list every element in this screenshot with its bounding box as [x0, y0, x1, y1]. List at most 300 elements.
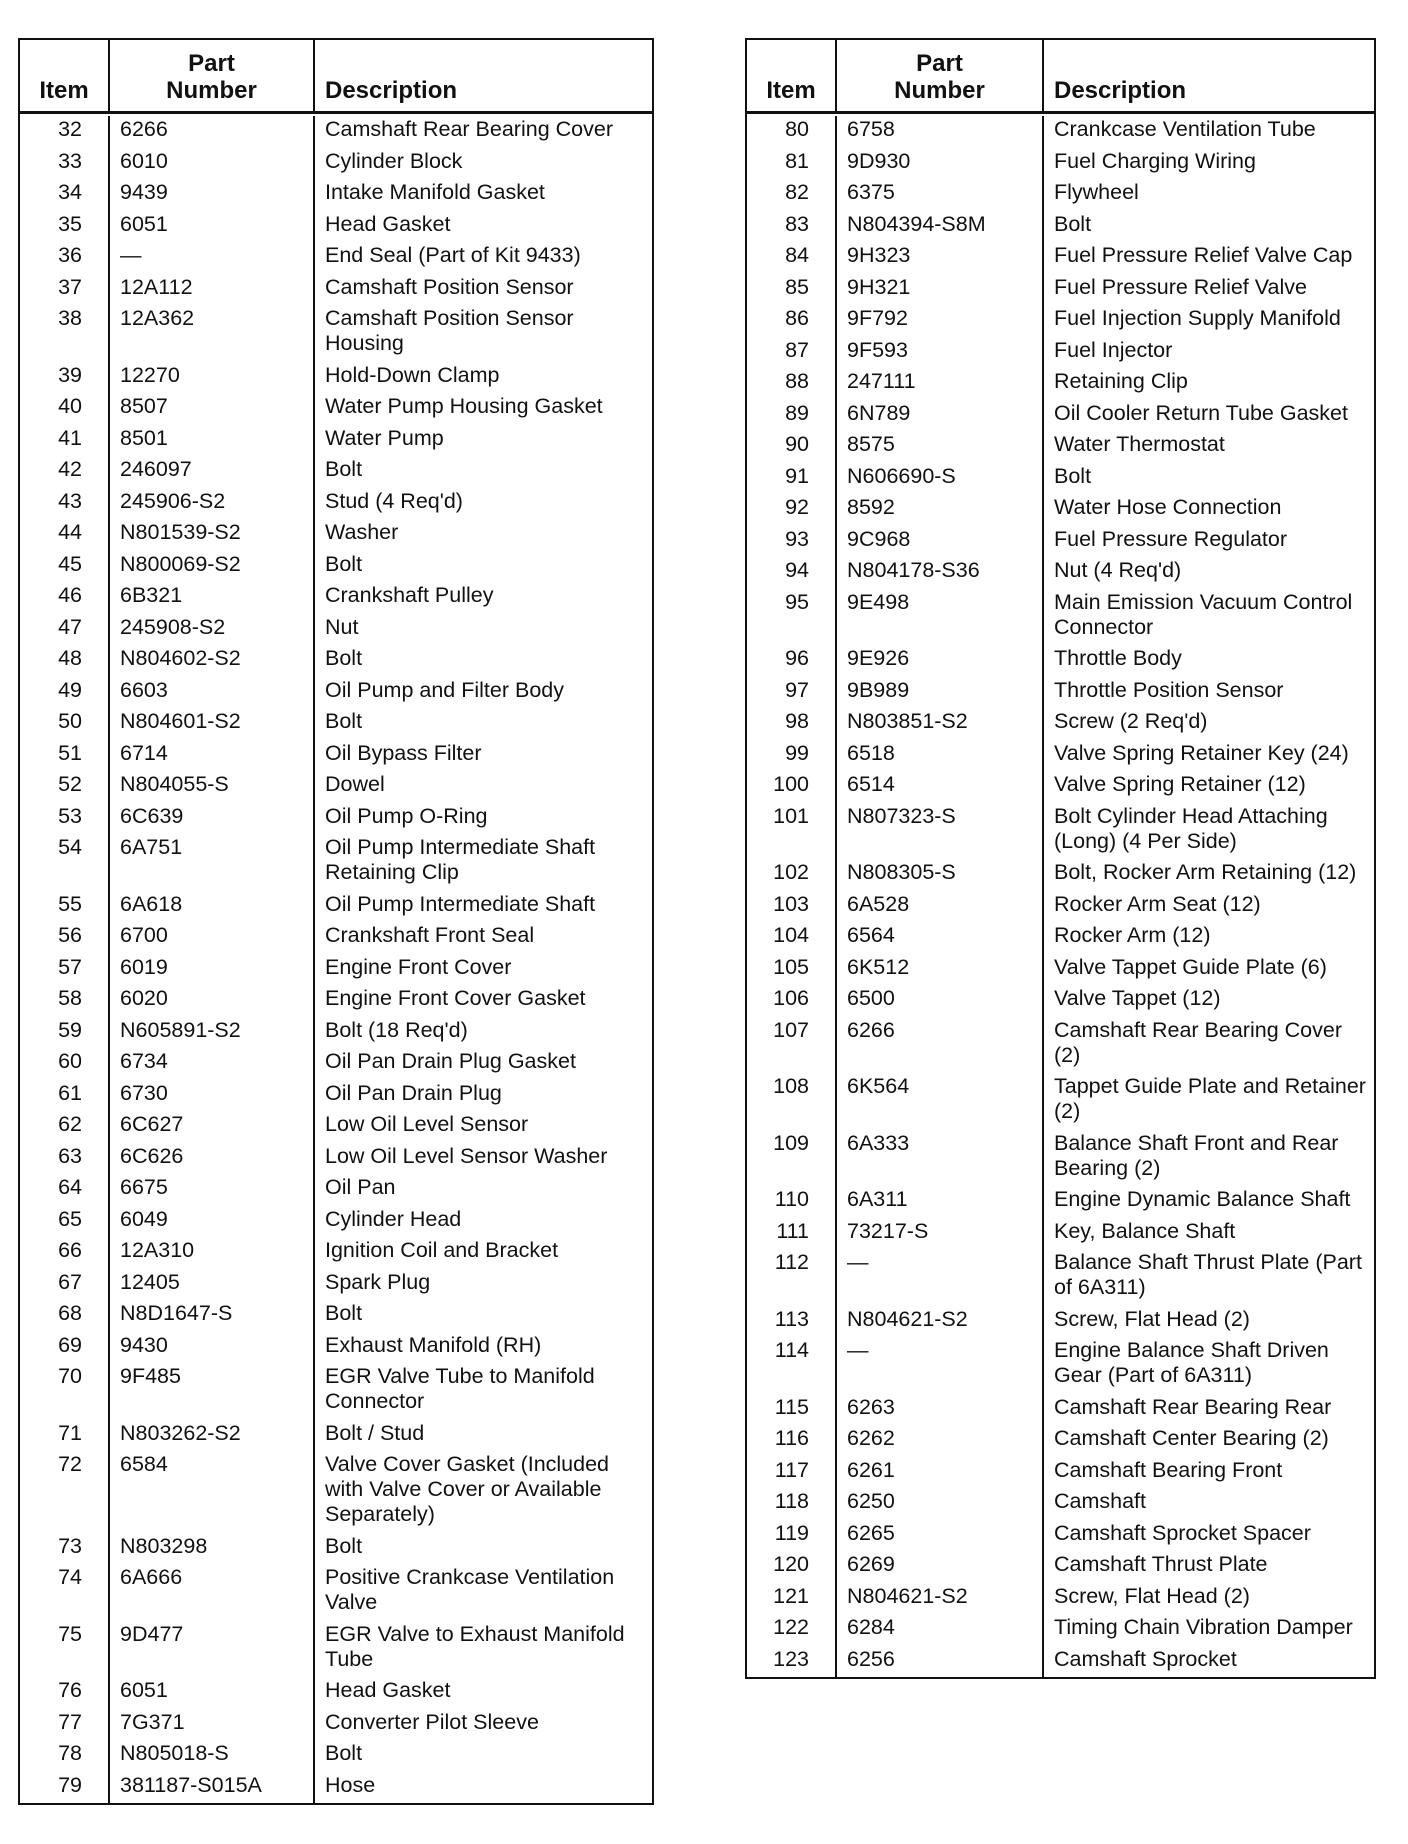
item-number: 84	[747, 242, 837, 274]
part-number: 9F593	[837, 337, 1044, 369]
table-row	[20, 305, 652, 362]
item-number: 78	[20, 1740, 110, 1772]
table-row	[747, 891, 1374, 923]
part-description: Camshaft Rear Bearing Rear	[1054, 1394, 1332, 1419]
table-row	[20, 803, 652, 835]
part-number: 12270	[110, 362, 315, 394]
part-number: 6020	[110, 985, 315, 1017]
part-description: Water Pump Housing Gasket	[325, 394, 603, 418]
part-number: 9E926	[837, 645, 1044, 677]
part-description: Converter Pilot Sleeve	[325, 1709, 539, 1734]
part-number: 9E498	[837, 589, 1044, 646]
table-row	[747, 1646, 1374, 1678]
part-description: Crankshaft Pulley	[325, 583, 494, 607]
part-description: Intake Manifold Gasket	[325, 180, 545, 204]
item-number: 116	[747, 1425, 837, 1457]
table-header	[747, 40, 1374, 114]
part-description: Camshaft Rear Bearing Cover	[325, 117, 613, 141]
part-description: Camshaft Rear Bearing Cover (2)	[1054, 1017, 1342, 1067]
table-row	[747, 305, 1374, 337]
part-description: Head Gasket	[325, 211, 451, 236]
part-description: Bolt	[325, 457, 363, 481]
part-description: Oil Pump O-Ring	[325, 803, 488, 828]
item-number: 91	[747, 463, 837, 495]
part-number: 6714	[110, 740, 315, 772]
table-row	[747, 463, 1374, 495]
table-row	[747, 431, 1374, 463]
part-number: 246097	[110, 456, 315, 488]
part-description: Throttle Body	[1054, 646, 1182, 670]
item-number: 41	[20, 425, 110, 457]
part-description: Valve Tappet (12)	[1054, 986, 1221, 1010]
part-number: N808305-S	[837, 859, 1044, 891]
item-number: 59	[20, 1017, 110, 1049]
part-description: Bolt	[325, 1301, 363, 1325]
header-description	[1044, 40, 1374, 111]
part-number: 6010	[110, 148, 315, 180]
table-row	[20, 1048, 652, 1080]
item-number: 69	[20, 1332, 110, 1364]
header-description-label: Description	[1054, 77, 1187, 105]
part-description: Dowel	[325, 772, 385, 796]
part-number: N807323-S	[837, 803, 1044, 860]
item-number: 54	[20, 834, 110, 891]
part-number: 6375	[837, 179, 1044, 211]
item-number: 114	[747, 1337, 837, 1394]
table-row	[747, 1249, 1374, 1306]
table-row	[747, 494, 1374, 526]
part-number: 12405	[110, 1269, 315, 1301]
part-number: N804602-S2	[110, 645, 315, 677]
item-number: 106	[747, 985, 837, 1017]
part-number: N804055-S	[110, 771, 315, 803]
item-number: 55	[20, 891, 110, 923]
part-number: 73217-S	[837, 1218, 1044, 1250]
part-number: 8507	[110, 393, 315, 425]
item-number: 64	[20, 1174, 110, 1206]
header-description-label: Description	[325, 77, 458, 105]
part-number: 6284	[837, 1614, 1044, 1646]
item-number: 52	[20, 771, 110, 803]
part-number: 6734	[110, 1048, 315, 1080]
item-number: 36	[20, 242, 110, 274]
part-description: EGR Valve to Exhaust Manifold Tube	[325, 1621, 625, 1671]
table-row	[20, 922, 652, 954]
part-description: Cylinder Head	[325, 1206, 462, 1231]
part-number: 6051	[110, 211, 315, 243]
part-description: Oil Pump Intermediate Shaft	[325, 891, 596, 916]
table-row	[20, 1174, 652, 1206]
part-number: 6250	[837, 1488, 1044, 1520]
part-description: Screw, Flat Head (2)	[1054, 1306, 1250, 1331]
part-number: N605891-S2	[110, 1017, 315, 1049]
item-number: 81	[747, 148, 837, 180]
part-description: Bolt	[325, 646, 363, 670]
table-row	[20, 771, 652, 803]
item-number: 50	[20, 708, 110, 740]
item-number: 123	[747, 1646, 837, 1678]
part-number: N804621-S2	[837, 1306, 1044, 1338]
part-number: 6A618	[110, 891, 315, 923]
part-number: 9D930	[837, 148, 1044, 180]
part-description: Camshaft	[1054, 1489, 1147, 1513]
part-number: N8D1647-S	[110, 1300, 315, 1332]
table-row	[20, 1237, 652, 1269]
item-number: 47	[20, 614, 110, 646]
table-row	[747, 1394, 1374, 1426]
item-number: 95	[747, 589, 837, 646]
item-number: 90	[747, 431, 837, 463]
part-description: Water Pump	[325, 425, 444, 450]
item-number: 70	[20, 1363, 110, 1420]
part-number: 6564	[837, 922, 1044, 954]
table-row	[20, 1017, 652, 1049]
item-number: 42	[20, 456, 110, 488]
header-part-line2: Number	[166, 77, 257, 105]
part-number: 6C627	[110, 1111, 315, 1143]
part-description: Key, Balance Shaft	[1054, 1218, 1236, 1243]
part-description: Nut	[325, 614, 359, 639]
item-number: 87	[747, 337, 837, 369]
item-number: 115	[747, 1394, 837, 1426]
table-row	[20, 1363, 652, 1420]
table-row	[747, 1073, 1374, 1130]
table-row	[20, 614, 652, 646]
item-number: 100	[747, 771, 837, 803]
part-description: Ignition Coil and Bracket	[325, 1238, 559, 1262]
part-description: Positive Crankcase Ventilation Valve	[325, 1565, 615, 1614]
part-number: 245908-S2	[110, 614, 315, 646]
table-row	[747, 954, 1374, 986]
part-number: N803298	[110, 1533, 315, 1565]
item-number: 76	[20, 1677, 110, 1709]
header-part-line2: Number	[894, 77, 985, 105]
table-row	[20, 211, 652, 243]
part-number: 6256	[837, 1646, 1044, 1678]
item-number: 40	[20, 393, 110, 425]
part-description: Water Thermostat	[1054, 432, 1225, 456]
part-number: 9F485	[110, 1363, 315, 1420]
table-row	[747, 557, 1374, 589]
table-row	[747, 708, 1374, 740]
table-row	[20, 1564, 652, 1621]
table-row	[20, 425, 652, 457]
part-description: Bolt	[325, 551, 363, 576]
table-row	[747, 1186, 1374, 1218]
table-row	[20, 954, 652, 986]
part-number: 8592	[837, 494, 1044, 526]
part-description: Oil Cooler Return Tube Gasket	[1054, 400, 1348, 425]
part-description: Oil Pan	[325, 1175, 396, 1199]
item-number: 111	[747, 1218, 837, 1250]
part-number: —	[110, 242, 315, 274]
item-number: 65	[20, 1206, 110, 1238]
part-description: Fuel Pressure Relief Valve	[1054, 274, 1307, 299]
table-row	[747, 211, 1374, 243]
table-row	[747, 526, 1374, 558]
item-number: 74	[20, 1564, 110, 1621]
part-number: N803262-S2	[110, 1420, 315, 1452]
part-number: 6049	[110, 1206, 315, 1238]
parts-table-left	[18, 38, 654, 1805]
table-row	[20, 456, 652, 488]
part-number: 247111	[837, 368, 1044, 400]
part-number: 6675	[110, 1174, 315, 1206]
part-description: Oil Bypass Filter	[325, 740, 482, 765]
table-row	[20, 1206, 652, 1238]
table-row	[747, 1583, 1374, 1615]
item-number: 43	[20, 488, 110, 520]
part-number: —	[837, 1337, 1044, 1394]
part-number: N801539-S2	[110, 519, 315, 551]
header-part-line1: Part	[188, 49, 235, 77]
part-description: Crankshaft Front Seal	[325, 923, 535, 947]
table-row	[747, 803, 1374, 860]
item-number: 121	[747, 1583, 837, 1615]
table-row	[747, 1457, 1374, 1489]
part-number: 6051	[110, 1677, 315, 1709]
item-number: 61	[20, 1080, 110, 1112]
part-description: Oil Pump and Filter Body	[325, 677, 564, 702]
part-number: 6500	[837, 985, 1044, 1017]
part-number: 9D477	[110, 1621, 315, 1678]
table-row	[747, 1488, 1374, 1520]
item-number: 32	[20, 116, 110, 148]
part-number: N800069-S2	[110, 551, 315, 583]
part-description: Crankcase Ventilation Tube	[1054, 117, 1316, 141]
part-number: 6262	[837, 1425, 1044, 1457]
item-number: 104	[747, 922, 837, 954]
table-row	[747, 148, 1374, 180]
item-number: 80	[747, 116, 837, 148]
table-row	[20, 891, 652, 923]
part-description: Hose	[325, 1772, 376, 1797]
part-description: Retaining Clip	[1054, 369, 1188, 393]
part-number: N606690-S	[837, 463, 1044, 495]
item-number: 97	[747, 677, 837, 709]
part-number: 6K512	[837, 954, 1044, 986]
item-number: 56	[20, 922, 110, 954]
part-number: 6019	[110, 954, 315, 986]
item-number: 98	[747, 708, 837, 740]
table-row	[747, 771, 1374, 803]
item-number: 86	[747, 305, 837, 337]
header-part-number	[837, 40, 1044, 111]
part-number: 6758	[837, 116, 1044, 148]
item-number: 82	[747, 179, 837, 211]
table-header	[20, 40, 652, 114]
item-number: 99	[747, 740, 837, 772]
part-number: 9439	[110, 179, 315, 211]
part-description: Main Emission Vacuum Control Connector	[1054, 589, 1353, 639]
part-description: Timing Chain Vibration Damper	[1054, 1615, 1353, 1639]
item-number: 35	[20, 211, 110, 243]
item-number: 49	[20, 677, 110, 709]
table-row	[20, 179, 652, 211]
part-number: 6A666	[110, 1564, 315, 1621]
table-body	[747, 114, 1374, 1677]
part-number: N804178-S36	[837, 557, 1044, 589]
part-number: 6C626	[110, 1143, 315, 1175]
table-row	[20, 708, 652, 740]
table-row	[747, 179, 1374, 211]
table-row	[20, 242, 652, 274]
table-row	[20, 1269, 652, 1301]
part-description: Head Gasket	[325, 1678, 451, 1702]
item-number: 120	[747, 1551, 837, 1583]
table-row	[747, 1614, 1374, 1646]
part-description: Camshaft Sprocket	[1054, 1646, 1237, 1671]
part-number: 8575	[837, 431, 1044, 463]
table-row	[20, 1111, 652, 1143]
item-number: 71	[20, 1420, 110, 1452]
part-description: Screw, Flat Head (2)	[1054, 1583, 1250, 1608]
part-number: 9B989	[837, 677, 1044, 709]
item-number: 44	[20, 519, 110, 551]
part-description: Fuel Injection Supply Manifold	[1054, 306, 1341, 330]
part-description: Balance Shaft Front and Rear Bearing (2)	[1054, 1130, 1339, 1180]
part-number: 6A751	[110, 834, 315, 891]
table-row	[20, 1300, 652, 1332]
table-row	[747, 1306, 1374, 1338]
part-number: N804621-S2	[837, 1583, 1044, 1615]
table-row	[20, 740, 652, 772]
part-number: 6A311	[837, 1186, 1044, 1218]
table-row	[20, 116, 652, 148]
table-row	[747, 1337, 1374, 1394]
part-description: Engine Front Cover	[325, 954, 512, 979]
item-number: 62	[20, 1111, 110, 1143]
part-description: Valve Cover Gasket (Included with Valve Cover or Available Separately)	[325, 1452, 610, 1526]
table-row	[20, 488, 652, 520]
part-description: End Seal (Part of Kit 9433)	[325, 243, 581, 267]
table-row	[747, 337, 1374, 369]
part-description: Valve Tappet Guide Plate (6)	[1054, 954, 1327, 979]
item-number: 67	[20, 1269, 110, 1301]
item-number: 94	[747, 557, 837, 589]
part-description: Engine Front Cover Gasket	[325, 986, 586, 1010]
part-number: 6584	[110, 1451, 315, 1533]
table-row	[20, 1451, 652, 1533]
item-number: 108	[747, 1073, 837, 1130]
item-number: 34	[20, 179, 110, 211]
part-description: Oil Pan Drain Plug Gasket	[325, 1049, 576, 1073]
item-number: 101	[747, 803, 837, 860]
item-number: 102	[747, 859, 837, 891]
item-number: 38	[20, 305, 110, 362]
item-number: 37	[20, 274, 110, 306]
table-row	[747, 645, 1374, 677]
parts-table-right	[745, 38, 1376, 1679]
part-number: 6A528	[837, 891, 1044, 923]
table-row	[747, 1520, 1374, 1552]
table-row	[747, 859, 1374, 891]
part-description: Bolt	[1054, 463, 1092, 488]
table-row	[20, 582, 652, 614]
table-row	[747, 740, 1374, 772]
item-number: 110	[747, 1186, 837, 1218]
part-description: Bolt	[325, 1533, 363, 1558]
table-row	[747, 1425, 1374, 1457]
part-number: 6730	[110, 1080, 315, 1112]
item-number: 77	[20, 1709, 110, 1741]
part-description: Valve Spring Retainer Key (24)	[1054, 740, 1349, 765]
part-number: 6700	[110, 922, 315, 954]
part-number: 6K564	[837, 1073, 1044, 1130]
part-description: Bolt Cylinder Head Attaching (Long) (4 Per Side)	[1054, 803, 1328, 853]
part-number: 9F792	[837, 305, 1044, 337]
part-description: Oil Pan Drain Plug	[325, 1080, 502, 1105]
part-number: 6A333	[837, 1130, 1044, 1187]
table-row	[747, 677, 1374, 709]
part-description: Exhaust Manifold (RH)	[325, 1332, 542, 1357]
part-number: 9H321	[837, 274, 1044, 306]
table-row	[747, 1218, 1374, 1250]
table-row	[20, 677, 652, 709]
table-row	[747, 1130, 1374, 1187]
part-description: Rocker Arm Seat (12)	[1054, 891, 1261, 916]
item-number: 48	[20, 645, 110, 677]
part-description: Bolt, Rocker Arm Retaining (12)	[1054, 860, 1357, 884]
part-number: 6263	[837, 1394, 1044, 1426]
part-description: Stud (4 Req'd)	[325, 488, 463, 513]
table-row	[20, 985, 652, 1017]
table-row	[747, 589, 1374, 646]
item-number: 33	[20, 148, 110, 180]
item-number: 103	[747, 891, 837, 923]
part-number: N803851-S2	[837, 708, 1044, 740]
table-row	[747, 1551, 1374, 1583]
table-row	[20, 1533, 652, 1565]
part-description: Fuel Pressure Relief Valve Cap	[1054, 243, 1353, 267]
table-row	[20, 1709, 652, 1741]
item-number: 119	[747, 1520, 837, 1552]
table-row	[20, 1143, 652, 1175]
table-row	[747, 116, 1374, 148]
item-number: 92	[747, 494, 837, 526]
part-number: 6265	[837, 1520, 1044, 1552]
item-number: 60	[20, 1048, 110, 1080]
item-number: 109	[747, 1130, 837, 1187]
item-number: 66	[20, 1237, 110, 1269]
part-description: Valve Spring Retainer (12)	[1054, 772, 1306, 796]
part-description: Bolt / Stud	[325, 1420, 425, 1445]
part-description: Bolt	[1054, 211, 1092, 236]
part-description: Camshaft Position Sensor	[325, 274, 574, 299]
part-number: 12A362	[110, 305, 315, 362]
part-description: Hold-Down Clamp	[325, 362, 500, 387]
table-row	[20, 393, 652, 425]
table-row	[20, 1621, 652, 1678]
part-description: Bolt (18 Req'd)	[325, 1017, 468, 1042]
item-number: 39	[20, 362, 110, 394]
header-item	[20, 40, 110, 111]
table-body	[20, 114, 652, 1803]
table-row	[747, 400, 1374, 432]
item-number: 88	[747, 368, 837, 400]
part-number: 7G371	[110, 1709, 315, 1741]
part-number: 6514	[837, 771, 1044, 803]
part-description: Fuel Charging Wiring	[1054, 148, 1256, 173]
table-row	[20, 1740, 652, 1772]
part-number: N804394-S8M	[837, 211, 1044, 243]
part-number: 6261	[837, 1457, 1044, 1489]
item-number: 51	[20, 740, 110, 772]
part-description: Nut (4 Req'd)	[1054, 558, 1182, 582]
table-row	[20, 834, 652, 891]
item-number: 89	[747, 400, 837, 432]
part-description: Oil Pump Intermediate Shaft Retaining Clip	[325, 835, 596, 884]
